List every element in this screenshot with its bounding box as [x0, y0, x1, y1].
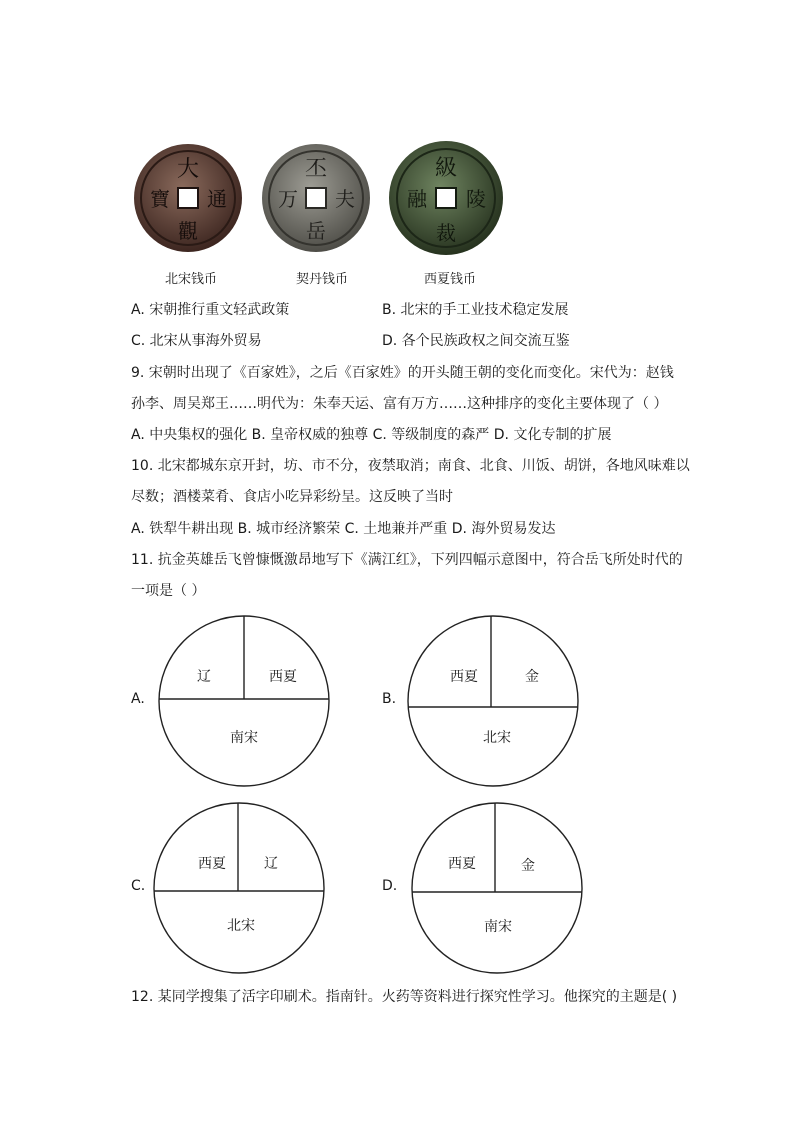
q11-diagram-d: [410, 800, 584, 976]
song-coin-char-right: 通: [207, 187, 227, 211]
song-coin-caption: 北宋钱币: [164, 272, 217, 287]
q11-diagram-a-bottom: 南宋: [230, 730, 258, 746]
xixia-coin-char-bottom: 裁: [436, 221, 456, 245]
khitan-coin-char-bottom: 岳: [306, 219, 326, 243]
q11-diagram-b-top-right: 金: [525, 669, 539, 685]
q11-diagram-c-top-left: 西夏: [198, 856, 226, 872]
q11-diagram-d-top-right: 金: [521, 858, 535, 874]
q8-option-c: C. 北宋从事海外贸易: [131, 333, 262, 349]
q9-stem-line1: 9. 宋朝时出现了《百家姓》，之后《百家姓》的开头随王朝的变化而变化。宋代为：赵钱: [131, 365, 674, 381]
q11-diagram-a-top-right: 西夏: [269, 669, 297, 685]
q11-stem-line1: 11. 抗金英雄岳飞曾慷慨激昂地写下《满江红》，下列四幅示意图中，符合岳飞所处时代的: [131, 552, 683, 568]
q10-stem-line2: 尽数；酒楼菜肴、食店小吃异彩纷呈。这反映了当时: [131, 489, 453, 505]
song-coin-char-bottom: 觀: [178, 219, 198, 243]
q10-stem-line1: 10. 北宋都城东京开封，坊、市不分，夜禁取消；南食、北食、川饭、胡饼，各地风味难以: [131, 458, 690, 474]
q11-diagram-c-bottom: 北宋: [227, 918, 255, 934]
q11-diagram-c: [152, 800, 326, 976]
q11-diagram-d-top-left: 西夏: [448, 856, 476, 872]
q9-stem-line2: 孙李、周吴郑王……明代为：朱奉天运、富有万方……这种排序的变化主要体现了（ ）: [131, 396, 668, 412]
q11-diagram-a-top-left: 辽: [197, 669, 211, 685]
xixia-coin-char-top: 級: [434, 156, 458, 181]
q11-diagram-d-letter: D.: [382, 878, 398, 894]
khitan-coin-image: [261, 143, 371, 253]
q10-options: A. 铁犁牛耕出现 B. 城市经济繁荣 C. 土地兼并严重 D. 海外贸易发达: [131, 521, 556, 537]
q11-diagram-c-top-right: 辽: [264, 856, 278, 872]
q11-diagram-c-letter: C.: [131, 878, 146, 894]
q8-option-d: D. 各个民族政权之间交流互鉴: [382, 333, 570, 349]
q11-stem-line2: 一项是（ ）: [131, 583, 206, 599]
song-coin-char-top: 大: [176, 157, 200, 182]
q8-option-a: A. 宋朝推行重文轻武政策: [131, 302, 290, 318]
q11-diagram-a: [158, 613, 330, 789]
q11-diagram-b-letter: B.: [382, 691, 397, 707]
q11-diagram-b-bottom: 北宋: [483, 730, 511, 746]
khitan-coin-char-left: 万: [278, 187, 298, 211]
song-coin-image: [133, 143, 243, 253]
q11-diagram-a-letter: A.: [131, 691, 145, 707]
song-coin-char-left: 寶: [150, 187, 170, 211]
khitan-coin-caption: 契丹钱币: [295, 272, 348, 287]
xixia-coin-image: [388, 140, 504, 256]
xixia-coin-char-left: 融: [407, 187, 427, 211]
q9-options: A. 中央集权的强化 B. 皇帝权威的独尊 C. 等级制度的森严 D. 文化专制的扩展: [131, 427, 612, 443]
q11-diagram-d-bottom: 南宋: [484, 919, 512, 935]
xixia-coin-char-right: 陵: [466, 187, 486, 211]
khitan-coin-char-top: 丕: [304, 157, 328, 182]
q11-diagram-b-top-left: 西夏: [450, 669, 478, 685]
q8-option-b: B. 北宋的手工业技术稳定发展: [382, 302, 569, 318]
q12-stem-line1: 12. 某同学搜集了活字印刷术。指南针。火药等资料进行探究性学习。他探究的主题是( ): [131, 989, 678, 1005]
khitan-coin-char-right: 夫: [335, 187, 355, 211]
q11-diagram-b: [406, 613, 580, 789]
xixia-coin-caption: 西夏钱币: [423, 272, 476, 287]
